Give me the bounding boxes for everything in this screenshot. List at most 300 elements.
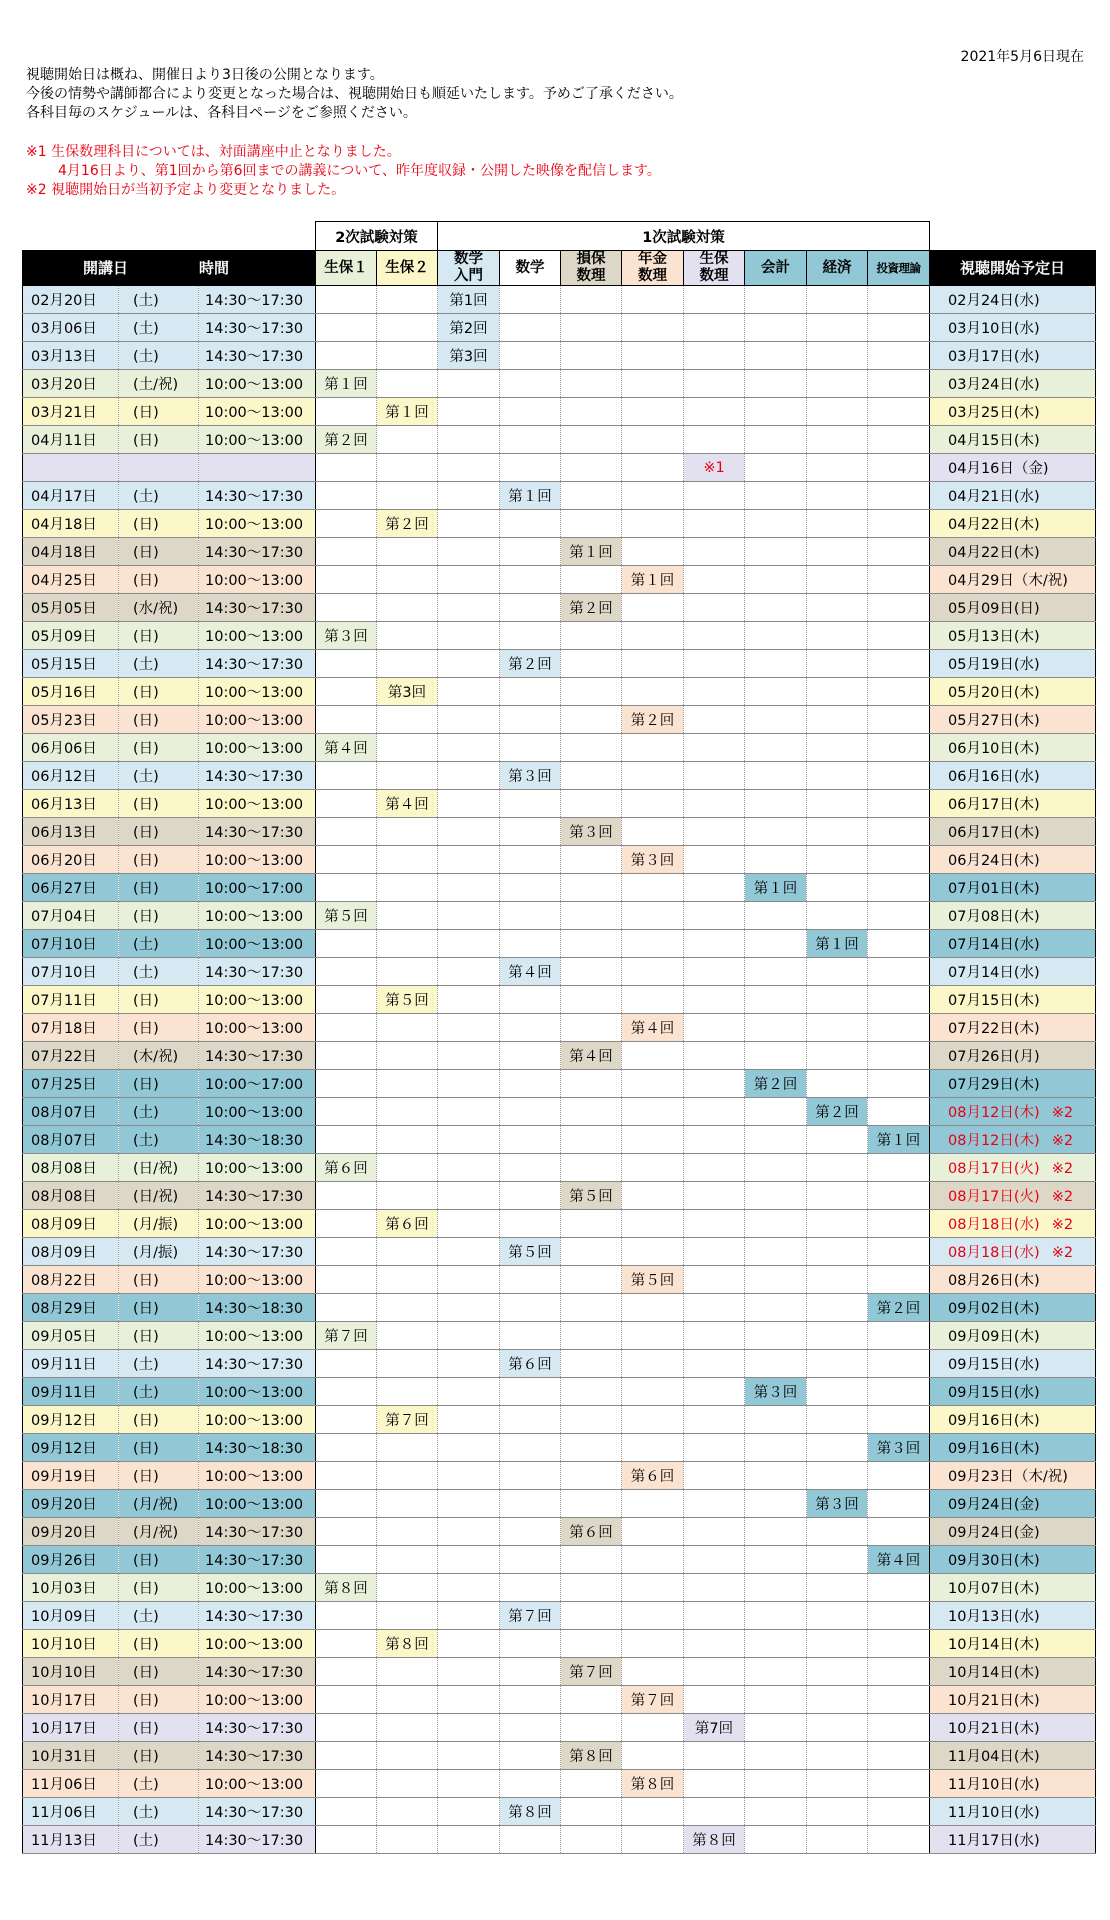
empty-cell xyxy=(622,1742,684,1770)
view-start-date xyxy=(930,398,1096,426)
empty-cell xyxy=(868,1042,930,1070)
empty-cell xyxy=(622,678,684,706)
empty-cell xyxy=(377,1182,438,1210)
empty-cell xyxy=(622,482,684,510)
schedule-row xyxy=(23,454,1096,482)
empty-cell xyxy=(500,1098,561,1126)
empty-cell xyxy=(684,1014,745,1042)
group-second-exam: 2次試験対策 xyxy=(316,222,438,251)
empty-cell xyxy=(438,1490,500,1518)
empty-cell xyxy=(868,1826,930,1854)
lecture-session: 第５回 xyxy=(622,1266,684,1294)
lecture-date: 05月05日 xyxy=(23,594,119,622)
empty-cell xyxy=(561,286,622,314)
lecture-date: 10月17日 xyxy=(23,1714,119,1742)
empty-cell xyxy=(438,398,500,426)
empty-cell xyxy=(807,1686,868,1714)
empty-cell xyxy=(377,874,438,902)
empty-cell xyxy=(622,818,684,846)
empty-cell xyxy=(316,1266,377,1294)
lecture-session: 第５回 xyxy=(316,902,377,930)
lecture-session: 第２回 xyxy=(377,510,438,538)
empty-cell xyxy=(807,1406,868,1434)
lecture-weekday: (土) xyxy=(119,1602,199,1630)
empty-cell xyxy=(316,1406,377,1434)
empty-cell xyxy=(561,986,622,1014)
empty-cell xyxy=(622,1798,684,1826)
lecture-session: 第８回 xyxy=(316,1574,377,1602)
empty-cell xyxy=(684,1070,745,1098)
empty-cell xyxy=(745,454,807,482)
lecture-date: 11月06日 xyxy=(23,1770,119,1798)
empty-cell xyxy=(316,930,377,958)
empty-cell xyxy=(684,902,745,930)
empty-cell xyxy=(684,1042,745,1070)
empty-cell xyxy=(807,1770,868,1798)
schedule-row xyxy=(23,1266,1096,1294)
empty-cell xyxy=(622,1518,684,1546)
empty-cell xyxy=(807,1742,868,1770)
schedule-row xyxy=(23,762,1096,790)
empty-cell xyxy=(745,1182,807,1210)
view-start-date xyxy=(930,1014,1096,1042)
view-date-text: 04月22日(木) xyxy=(948,517,1040,533)
empty-cell xyxy=(868,594,930,622)
view-date-text: 04月16日（金) xyxy=(948,461,1049,477)
lecture-weekday: (日) xyxy=(119,510,199,538)
empty-cell xyxy=(868,566,930,594)
empty-cell xyxy=(684,482,745,510)
empty-cell xyxy=(500,874,561,902)
empty-cell xyxy=(438,762,500,790)
empty-cell xyxy=(622,342,684,370)
lecture-date: 03月13日 xyxy=(23,342,119,370)
view-date-text: 07月14日(水) xyxy=(948,965,1040,981)
empty-cell xyxy=(438,986,500,1014)
empty-cell xyxy=(745,1630,807,1658)
view-start-date xyxy=(930,566,1096,594)
view-start-date xyxy=(930,902,1096,930)
empty-cell xyxy=(316,678,377,706)
empty-cell xyxy=(438,1378,500,1406)
empty-cell xyxy=(561,762,622,790)
view-date-text: 08月26日(木) xyxy=(948,1273,1040,1289)
view-start-date xyxy=(930,454,1096,482)
empty-cell xyxy=(377,1546,438,1574)
schedule-row xyxy=(23,818,1096,846)
empty-cell xyxy=(684,426,745,454)
lecture-time: 10:00～13:00 xyxy=(199,986,316,1014)
lecture-weekday: (土) xyxy=(119,482,199,510)
schedule-row xyxy=(23,1154,1096,1182)
empty-cell xyxy=(684,874,745,902)
empty-cell xyxy=(684,1658,745,1686)
view-start-date xyxy=(930,650,1096,678)
header-subject: 投資理論 xyxy=(868,251,930,286)
lecture-date: 06月12日 xyxy=(23,762,119,790)
empty-cell xyxy=(745,286,807,314)
view-start-date xyxy=(930,1742,1096,1770)
lecture-date: 03月21日 xyxy=(23,398,119,426)
lecture-time: 14:30～17:30 xyxy=(199,314,316,342)
view-start-date xyxy=(930,1658,1096,1686)
empty-cell xyxy=(500,1826,561,1854)
schedule-row xyxy=(23,1630,1096,1658)
empty-cell xyxy=(745,958,807,986)
empty-cell xyxy=(561,1266,622,1294)
schedule-row xyxy=(23,1350,1096,1378)
empty-cell xyxy=(622,594,684,622)
empty-cell xyxy=(438,930,500,958)
lecture-weekday: (日) xyxy=(119,986,199,1014)
empty-cell xyxy=(868,1574,930,1602)
lecture-time: 14:30～17:30 xyxy=(199,1042,316,1070)
empty-cell xyxy=(561,342,622,370)
empty-cell xyxy=(438,706,500,734)
lecture-session: 第６回 xyxy=(316,1154,377,1182)
lecture-session: 第２回 xyxy=(316,426,377,454)
empty-cell xyxy=(745,594,807,622)
view-date-text: 03月17日(水) xyxy=(948,349,1040,365)
empty-cell xyxy=(684,1630,745,1658)
lecture-session: 第３回 xyxy=(500,762,561,790)
empty-cell xyxy=(684,818,745,846)
empty-cell xyxy=(500,1630,561,1658)
empty-cell xyxy=(684,1686,745,1714)
view-date-text: 04月29日（木/祝) xyxy=(948,573,1068,589)
lecture-date: 11月06日 xyxy=(23,1798,119,1826)
empty-cell xyxy=(377,1378,438,1406)
lecture-time: 10:00～13:00 xyxy=(199,1154,316,1182)
empty-cell xyxy=(561,1322,622,1350)
empty-cell xyxy=(561,1714,622,1742)
empty-cell xyxy=(438,1210,500,1238)
lecture-time: 10:00～13:00 xyxy=(199,1406,316,1434)
empty-cell xyxy=(868,1238,930,1266)
lecture-date: 10月10日 xyxy=(23,1630,119,1658)
empty-cell xyxy=(316,510,377,538)
header-subject: 数学 入門 xyxy=(438,251,500,286)
empty-cell xyxy=(377,1574,438,1602)
schedule-row xyxy=(23,622,1096,650)
empty-cell xyxy=(868,1686,930,1714)
empty-cell xyxy=(438,678,500,706)
empty-cell xyxy=(316,1070,377,1098)
view-start-date xyxy=(930,846,1096,874)
empty-cell xyxy=(807,846,868,874)
empty-cell xyxy=(500,1714,561,1742)
schedule-row xyxy=(23,1210,1096,1238)
empty-cell xyxy=(438,902,500,930)
empty-cell xyxy=(622,650,684,678)
schedule-row xyxy=(23,342,1096,370)
empty-cell xyxy=(745,510,807,538)
lecture-time: 10:00～13:00 xyxy=(199,846,316,874)
empty-cell xyxy=(745,538,807,566)
empty-cell xyxy=(438,1714,500,1742)
lecture-weekday: (日) xyxy=(119,1630,199,1658)
schedule-row xyxy=(23,1014,1096,1042)
empty-cell xyxy=(500,902,561,930)
lecture-weekday: (土) xyxy=(119,930,199,958)
lecture-date: 06月20日 xyxy=(23,846,119,874)
lecture-time: 10:00～13:00 xyxy=(199,1378,316,1406)
lecture-weekday: (日) xyxy=(119,1406,199,1434)
empty-cell xyxy=(316,342,377,370)
view-date-text: 07月15日(木) xyxy=(948,993,1040,1009)
lecture-time: 10:00～17:00 xyxy=(199,874,316,902)
empty-cell xyxy=(377,594,438,622)
empty-cell xyxy=(438,1014,500,1042)
empty-cell xyxy=(377,1462,438,1490)
empty-cell xyxy=(807,818,868,846)
lecture-session: 第３回 xyxy=(745,1378,807,1406)
schedule-row xyxy=(23,594,1096,622)
empty-cell xyxy=(622,1210,684,1238)
empty-cell xyxy=(500,986,561,1014)
lecture-session: 第７回 xyxy=(622,1686,684,1714)
empty-cell xyxy=(684,1574,745,1602)
empty-cell xyxy=(745,846,807,874)
change-note-mark: ※2 xyxy=(1051,1189,1074,1205)
empty-cell xyxy=(745,734,807,762)
empty-cell xyxy=(561,370,622,398)
empty-cell xyxy=(807,566,868,594)
empty-cell xyxy=(561,510,622,538)
view-start-date xyxy=(930,1686,1096,1714)
empty-cell xyxy=(500,454,561,482)
empty-cell xyxy=(316,1518,377,1546)
lecture-time: 10:00～13:00 xyxy=(199,734,316,762)
view-start-date xyxy=(930,1434,1096,1462)
empty-cell xyxy=(561,482,622,510)
view-start-date xyxy=(930,510,1096,538)
empty-cell xyxy=(316,1658,377,1686)
empty-cell xyxy=(745,986,807,1014)
schedule-row xyxy=(23,1658,1096,1686)
empty-cell xyxy=(807,398,868,426)
empty-cell xyxy=(745,1826,807,1854)
schedule-row xyxy=(23,1686,1096,1714)
lecture-time: 10:00～13:00 xyxy=(199,510,316,538)
empty-cell xyxy=(807,286,868,314)
lecture-time: 14:30～17:30 xyxy=(199,1182,316,1210)
lecture-date: 05月23日 xyxy=(23,706,119,734)
empty-cell xyxy=(316,314,377,342)
lecture-weekday: (木/祝) xyxy=(119,1042,199,1070)
view-date-text: 05月09日(日) xyxy=(948,601,1040,617)
header-subject: 生保２ xyxy=(377,251,438,286)
empty-cell xyxy=(438,1126,500,1154)
empty-cell xyxy=(500,566,561,594)
empty-cell xyxy=(377,958,438,986)
group-header-row xyxy=(23,222,1096,251)
empty-cell xyxy=(500,1042,561,1070)
empty-cell xyxy=(745,1210,807,1238)
change-note-mark: ※2 xyxy=(1051,1105,1074,1121)
empty-cell xyxy=(500,734,561,762)
view-start-date xyxy=(930,1798,1096,1826)
lecture-time: 14:30～17:30 xyxy=(199,1518,316,1546)
empty-cell xyxy=(377,1658,438,1686)
empty-cell xyxy=(377,622,438,650)
view-start-date xyxy=(930,1406,1096,1434)
note-line: 各科目毎のスケジュールは、各科目ページをご参照ください。 xyxy=(26,105,417,121)
view-date-text: 04月22日(木) xyxy=(948,545,1040,561)
empty-cell xyxy=(561,1490,622,1518)
lecture-session: 第7回 xyxy=(684,1714,745,1742)
header-subject: 数学 xyxy=(500,251,561,286)
empty-cell xyxy=(868,426,930,454)
schedule-row xyxy=(23,958,1096,986)
empty-cell xyxy=(561,1238,622,1266)
empty-cell xyxy=(561,1210,622,1238)
lecture-session: 第７回 xyxy=(561,1658,622,1686)
empty-cell xyxy=(807,1182,868,1210)
empty-cell xyxy=(438,1686,500,1714)
empty-cell xyxy=(745,706,807,734)
empty-cell xyxy=(316,1238,377,1266)
schedule-row xyxy=(23,790,1096,818)
empty-cell xyxy=(316,958,377,986)
empty-cell xyxy=(868,454,930,482)
empty-cell xyxy=(745,1686,807,1714)
empty-cell xyxy=(622,1322,684,1350)
lecture-weekday: (日) xyxy=(119,1742,199,1770)
lecture-weekday: (日) xyxy=(119,1070,199,1098)
view-date-text: 03月24日(水) xyxy=(948,377,1040,393)
empty-cell xyxy=(316,1798,377,1826)
empty-cell xyxy=(316,1434,377,1462)
lecture-date: 08月07日 xyxy=(23,1098,119,1126)
empty-cell xyxy=(316,762,377,790)
empty-cell xyxy=(377,538,438,566)
lecture-time: 14:30～18:30 xyxy=(199,1434,316,1462)
empty-cell xyxy=(377,1770,438,1798)
empty-cell xyxy=(500,1266,561,1294)
empty-cell xyxy=(377,1266,438,1294)
lecture-time: 10:00～13:00 xyxy=(199,902,316,930)
lecture-session: 第７回 xyxy=(316,1322,377,1350)
lecture-session: 第３回 xyxy=(316,622,377,650)
lecture-session: 第８回 xyxy=(622,1770,684,1798)
empty-cell xyxy=(684,1210,745,1238)
lecture-session: 第３回 xyxy=(868,1434,930,1462)
schedule-row xyxy=(23,1462,1096,1490)
empty-cell xyxy=(438,1658,500,1686)
empty-cell xyxy=(684,650,745,678)
empty-cell xyxy=(377,1742,438,1770)
empty-cell xyxy=(868,1322,930,1350)
empty-cell xyxy=(684,1098,745,1126)
empty-cell xyxy=(500,1770,561,1798)
empty-cell xyxy=(745,902,807,930)
lecture-time: 14:30～17:30 xyxy=(199,1602,316,1630)
lecture-time: 14:30～17:30 xyxy=(199,1798,316,1826)
empty-cell xyxy=(807,1658,868,1686)
empty-cell xyxy=(684,1518,745,1546)
empty-cell xyxy=(316,1378,377,1406)
lecture-time: 14:30～17:30 xyxy=(199,818,316,846)
lecture-date: 04月25日 xyxy=(23,566,119,594)
lecture-session: 第２回 xyxy=(500,650,561,678)
empty-cell xyxy=(316,1350,377,1378)
empty-cell xyxy=(868,734,930,762)
empty-cell xyxy=(745,1322,807,1350)
empty-cell xyxy=(316,594,377,622)
empty-cell xyxy=(868,398,930,426)
view-start-date xyxy=(930,678,1096,706)
empty-cell xyxy=(561,1154,622,1182)
note-1: ※1 生保数理科目については、対面講座中止となりました。 xyxy=(26,144,401,160)
schedule-row xyxy=(23,538,1096,566)
schedule-row xyxy=(23,986,1096,1014)
schedule-row xyxy=(23,314,1096,342)
empty-cell xyxy=(622,454,684,482)
lecture-time: 10:00～13:00 xyxy=(199,1574,316,1602)
empty-cell xyxy=(807,902,868,930)
empty-cell xyxy=(684,1154,745,1182)
lecture-weekday xyxy=(119,454,199,482)
lecture-time: 10:00～17:00 xyxy=(199,1070,316,1098)
empty-cell xyxy=(377,706,438,734)
empty-cell xyxy=(807,986,868,1014)
empty-cell xyxy=(561,874,622,902)
lecture-date: 10月09日 xyxy=(23,1602,119,1630)
empty-cell xyxy=(561,734,622,762)
empty-cell xyxy=(622,370,684,398)
schedule-row xyxy=(23,1826,1096,1854)
note-line: 視聴開始日は概ね、開催日より3日後の公開となります。 xyxy=(26,67,384,83)
empty-cell xyxy=(807,538,868,566)
empty-cell xyxy=(438,566,500,594)
empty-cell xyxy=(438,594,500,622)
empty-cell xyxy=(561,678,622,706)
lecture-time: 10:00～13:00 xyxy=(199,1210,316,1238)
empty-cell xyxy=(561,790,622,818)
empty-cell xyxy=(561,1434,622,1462)
lecture-session: 第７回 xyxy=(500,1602,561,1630)
lecture-weekday: (土) xyxy=(119,1770,199,1798)
view-date-text: 07月29日(木) xyxy=(948,1077,1040,1093)
lecture-date: 07月10日 xyxy=(23,958,119,986)
lecture-session: 第４回 xyxy=(377,790,438,818)
lecture-date: 08月07日 xyxy=(23,1126,119,1154)
empty-cell xyxy=(561,1126,622,1154)
view-start-date xyxy=(930,1126,1096,1154)
schedule-row xyxy=(23,1490,1096,1518)
empty-cell xyxy=(316,1826,377,1854)
view-date-text: 06月10日(木) xyxy=(948,741,1040,757)
lecture-date: 07月11日 xyxy=(23,986,119,1014)
empty-cell xyxy=(807,510,868,538)
lecture-time: 14:30～17:30 xyxy=(199,1714,316,1742)
header-subject: 損保 数理 xyxy=(561,251,622,286)
empty-cell xyxy=(868,1602,930,1630)
lecture-time: 10:00～13:00 xyxy=(199,1630,316,1658)
empty-cell xyxy=(684,538,745,566)
view-start-date xyxy=(930,1574,1096,1602)
lecture-time: 14:30～17:30 xyxy=(199,538,316,566)
schedule-row xyxy=(23,650,1096,678)
schedule-row xyxy=(23,930,1096,958)
view-start-date xyxy=(930,342,1096,370)
lecture-session: 第４回 xyxy=(316,734,377,762)
view-date-text: 09月23日（木/祝) xyxy=(948,1469,1068,1485)
schedule-row xyxy=(23,706,1096,734)
schedule-row xyxy=(23,1322,1096,1350)
empty-cell xyxy=(622,902,684,930)
